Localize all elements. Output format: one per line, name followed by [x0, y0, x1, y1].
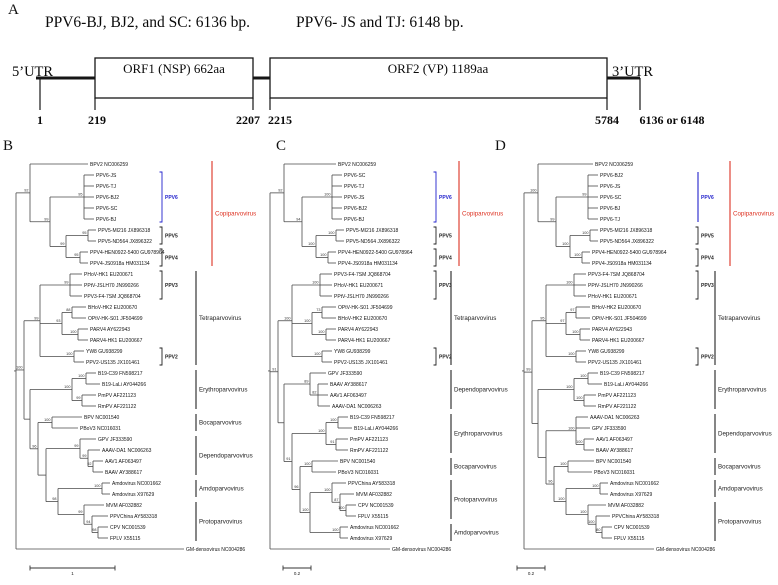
- bootstrap-value: 100: [66, 352, 73, 356]
- taxon-label: PPVChina AY583318: [348, 480, 396, 487]
- bootstrap-value: 100: [304, 462, 311, 466]
- taxon-label: PPV6-BJ: [96, 216, 117, 223]
- bootstrap-value: 99: [526, 367, 531, 372]
- taxon-label: YW8 GU938299: [588, 348, 625, 355]
- taxon-label: Amdovirus NC001662: [112, 480, 161, 487]
- bootstrap-value: 95: [82, 231, 87, 235]
- taxon-label: GPV JF333590: [98, 436, 133, 443]
- clade-bracket: [160, 271, 163, 299]
- taxon-label: FPLV X55115: [358, 513, 389, 520]
- taxon-label: PARV4 AY622943: [90, 326, 131, 333]
- bootstrap-value: 91: [330, 440, 335, 444]
- bootstrap-value: 100: [318, 330, 325, 334]
- taxon-label: PPV4-HEN0922-5400 GU978964: [90, 249, 165, 256]
- bootstrap-value: 100: [568, 352, 575, 356]
- bootstrap-value: 100: [284, 316, 291, 321]
- taxon-label: RmPV AF221122: [598, 403, 637, 410]
- taxon-label: Amdovirus X97629: [112, 491, 155, 498]
- taxon-label: B19-C39 FN598217: [600, 370, 645, 377]
- taxon-label: PPV5-MI216 JX896318: [346, 227, 399, 234]
- bootstrap-value: 100: [64, 385, 71, 389]
- clade-label: Bocaparvovirus: [199, 419, 242, 427]
- bootstrap-value: 100: [582, 231, 589, 235]
- bootstrap-value: 97: [570, 308, 575, 312]
- clade-label: Bocaparvovirus: [454, 463, 497, 471]
- taxon-label: PBoV3 NC016031: [594, 469, 635, 476]
- clade-label: PPV3: [701, 282, 714, 289]
- orf2-label: ORF2 (VP) 1189aa: [387, 61, 489, 76]
- taxon-label: OPtV-HK-S01 JF504699: [592, 315, 647, 322]
- taxon-label: CPV NC001539: [614, 524, 650, 531]
- taxon-label: PPV6-SC: [600, 194, 622, 201]
- clade-bracket: [696, 271, 699, 299]
- bootstrap-value: 95: [78, 192, 83, 197]
- bootstrap-value: 100: [568, 426, 575, 431]
- bootstrap-value: 91: [272, 367, 277, 372]
- taxon-label: B19-C39 FN598217: [350, 414, 395, 421]
- clade-label: PPV5: [439, 233, 452, 240]
- taxon-label: PHoV-HK1 EU200671: [334, 282, 384, 289]
- taxon-label: OPtV-HK-S01 JF504699: [88, 315, 143, 322]
- scale-bar-value: 0.2: [527, 571, 535, 576]
- taxon-label: Amdovirus X97629: [610, 491, 653, 498]
- taxon-label: PPV6-BJ2: [600, 172, 624, 179]
- bootstrap-value: 99: [64, 280, 69, 285]
- clade-label: PPV4: [439, 255, 452, 262]
- taxon-label: PPV6-BJ: [600, 205, 621, 212]
- bootstrap-value: 99: [550, 217, 555, 222]
- clade-label: PPV4: [701, 255, 714, 262]
- taxon-label: PPVChina AY583318: [110, 513, 158, 520]
- bootstrap-value: 100: [16, 365, 23, 370]
- clade-label: Erythroparvovirus: [199, 386, 248, 394]
- clade-label: PPV2: [165, 354, 178, 361]
- clade-label: Erythroparvovirus: [454, 430, 503, 438]
- clade-label: Protoparvovirus: [454, 496, 498, 504]
- phylogenetic-tree-svg-d: [502, 148, 778, 580]
- taxon-label: PPV4-HEN0922-5400 GU978964: [592, 249, 667, 256]
- phylogenetic-tree-svg-b: [0, 148, 260, 580]
- taxon-label: PmPV AF221123: [350, 436, 388, 443]
- taxon-label: PPV4-JS0918a HM031134: [338, 260, 398, 267]
- clade-bracket: [160, 348, 163, 365]
- clade-bracket: [696, 227, 699, 244]
- taxon-label: PPV6-SC: [96, 205, 118, 212]
- bootstrap-value: 100: [332, 528, 339, 532]
- pos-219: 219: [88, 113, 106, 127]
- taxon-label: AAV1 AF063497: [105, 458, 142, 465]
- taxon-label: PPV4-JS0918a HM031134: [592, 260, 652, 267]
- bootstrap-value: 98: [92, 528, 97, 532]
- taxon-label: RmPV AF221122: [350, 447, 389, 454]
- clade-label: PPV5: [701, 233, 714, 240]
- taxon-label: PBoV3 NC016031: [80, 425, 121, 432]
- bootstrap-value: 89: [304, 379, 309, 384]
- bootstrap-value: 99: [582, 192, 587, 197]
- clade-label: PPV4: [165, 255, 178, 262]
- orf1-label: ORF1 (NSP) 662aa: [123, 61, 225, 76]
- bootstrap-value: 88: [66, 308, 71, 312]
- taxon-label: B19-LaLi AY044266: [102, 381, 147, 388]
- taxon-label: B19-LaLi AY044266: [354, 425, 399, 432]
- taxon-label: PPtV-JSLH70 JN990266: [84, 282, 139, 289]
- taxon-label: AAAV-DA1 NC006263: [590, 414, 640, 421]
- clade-label: PPV6: [439, 194, 452, 201]
- clade-label: PPV3: [439, 282, 452, 289]
- taxon-label: PPV2-US135 JX101461: [588, 359, 642, 366]
- bootstrap-value: 100: [530, 188, 537, 193]
- taxon-label: BPV2 NC006259: [90, 161, 129, 168]
- bootstrap-value: 100: [592, 484, 599, 488]
- utr5-label: 5’UTR: [12, 64, 54, 80]
- bootstrap-value: 98: [52, 497, 57, 502]
- panel-a: [0, 0, 778, 148]
- bootstrap-value: 92: [87, 462, 92, 466]
- taxon-label: MVM AF032882: [356, 491, 392, 498]
- taxon-label: CPV NC001539: [110, 524, 146, 531]
- bootstrap-value: 97: [560, 319, 565, 323]
- bootstrap-value: 100: [70, 330, 77, 334]
- bootstrap-value: 99: [74, 444, 79, 449]
- taxon-label: PPV5-ND564 JX896322: [346, 238, 400, 245]
- taxon-label: BHoV-HK2 EU200670: [592, 304, 642, 311]
- taxon-label: PHoV-HK1 EU200671: [588, 293, 638, 300]
- bootstrap-value: 100: [304, 319, 311, 323]
- bootstrap-value: 96: [548, 479, 553, 484]
- taxon-label: PmPV AF221123: [598, 392, 636, 399]
- clade-label: Dependoparvovirus: [199, 452, 253, 460]
- panel-b-tree: [0, 148, 260, 580]
- taxon-label: RmPV AF221122: [98, 403, 137, 410]
- pos-1: 1: [37, 113, 43, 127]
- clade-label: PPV5: [165, 233, 178, 240]
- pos-2207: 2207: [236, 113, 260, 127]
- taxon-label: GM-densovirus NC004286: [392, 546, 452, 553]
- taxon-label: PmPV AF221123: [98, 392, 136, 399]
- taxon-label: PARV4 AY622943: [338, 326, 379, 333]
- bootstrap-value: 92: [24, 188, 29, 193]
- taxon-label: B19-LaLi AY044266: [604, 381, 649, 388]
- bootstrap-value: 100: [574, 253, 581, 257]
- taxon-label: BPV NC001540: [596, 458, 632, 465]
- bootstrap-value: 100: [330, 418, 337, 422]
- bootstrap-value: 95: [74, 253, 79, 257]
- panel-a-label: A: [8, 2, 19, 18]
- taxon-label: MVM AF032882: [608, 502, 644, 509]
- scale-bar-value: 1: [71, 571, 74, 576]
- taxon-label: PPV4-HEN0922-5400 GU978964: [338, 249, 413, 256]
- taxon-label: AAV1 AF063497: [330, 392, 367, 399]
- taxon-label: GM-densovirus NC004286: [186, 546, 246, 553]
- taxon-label: PPV5-ND564 JX896322: [600, 238, 654, 245]
- bootstrap-value: 100: [560, 462, 567, 466]
- scale-bar-value: 0.2: [293, 571, 301, 576]
- taxon-label: Amdovirus X97629: [350, 535, 393, 542]
- bootstrap-value: 100: [314, 352, 321, 356]
- bootstrap-value: 100: [562, 242, 569, 246]
- bootstrap-value: 94: [296, 217, 301, 222]
- bootstrap-value: 100: [94, 484, 101, 488]
- clade-label: Tetraparvovirus: [718, 315, 761, 323]
- clade-label: Erythroparvovirus: [718, 386, 767, 394]
- clade-label: PPV6: [165, 194, 178, 201]
- taxon-label: PARV4 AY622943: [592, 326, 633, 333]
- phylogenetic-tree-svg-c: [258, 148, 508, 580]
- bootstrap-value: 93: [56, 319, 61, 323]
- bootstrap-value: 100: [566, 385, 573, 389]
- bootstrap-value: 91: [286, 457, 291, 462]
- panel-c-label: C: [276, 138, 287, 154]
- clade-label: Bocaparvovirus: [718, 463, 761, 471]
- bootstrap-value: 100: [576, 396, 583, 400]
- taxon-label: PPV5-ND564 JX896322: [98, 238, 152, 245]
- panel-d-tree: [502, 148, 778, 580]
- clade-bracket: [434, 249, 437, 266]
- bootstrap-value: 87: [334, 497, 339, 502]
- taxon-label: B19-C39 FN598217: [98, 370, 143, 377]
- pos-end: 6136 or 6148: [639, 113, 705, 127]
- taxon-label: CPV NC001539: [358, 502, 394, 509]
- clade-label: Tetraparvovirus: [199, 315, 242, 323]
- taxon-label: BHoV-HK2 EU200670: [338, 315, 388, 322]
- clade-label: Copiparvovirus: [733, 210, 775, 218]
- taxon-label: PPVChina AY583318: [612, 513, 660, 520]
- bootstrap-value: 94: [86, 519, 91, 524]
- taxon-label: PPV3-F4-7SM JQ868704: [84, 293, 141, 300]
- bootstrap-value: 100: [576, 440, 583, 444]
- taxon-label: Amdovirus NC001662: [350, 524, 399, 531]
- clade-bracket: [696, 249, 699, 266]
- bootstrap-value: 100: [324, 192, 331, 197]
- taxon-label: PPV6-JS: [600, 183, 621, 190]
- taxon-label: PARV4-HK1 EU200667: [592, 337, 645, 344]
- bootstrap-value: 99: [60, 242, 65, 246]
- taxon-label: PPV6-TJ: [600, 216, 621, 223]
- clade-bracket: [160, 172, 163, 222]
- taxon-label: MVM AF032882: [106, 502, 142, 509]
- taxon-label: PPV6-BJ2: [96, 194, 120, 201]
- panel-b-label: B: [3, 138, 14, 154]
- clade-bracket: [434, 227, 437, 244]
- taxon-label: AAAV-DA1 NC006263: [332, 403, 382, 410]
- bootstrap-value: 96: [32, 444, 37, 449]
- clade-label: Dependoparvovirus: [718, 430, 772, 438]
- bootstrap-value: 100: [572, 330, 579, 334]
- taxon-label: FPLV X55115: [614, 535, 645, 542]
- taxon-label: PPV6-JS: [96, 172, 117, 179]
- pos-2215: 2215: [268, 113, 292, 127]
- clade-bracket: [434, 348, 437, 365]
- bootstrap-value: 80: [596, 528, 601, 532]
- taxon-label: BHoV-HK2 EU200670: [88, 304, 138, 311]
- pos-5784: 5784: [595, 113, 619, 127]
- bootstrap-value: 100: [580, 510, 587, 515]
- bootstrap-value: 100: [580, 374, 587, 378]
- genome-length-note-right: PPV6- JS and TJ: 6148 bp.: [296, 14, 464, 31]
- clade-label: PPV6: [701, 194, 714, 201]
- bootstrap-value: 73: [316, 308, 321, 312]
- panel-c-tree: [258, 148, 508, 580]
- clade-bracket: [696, 348, 699, 365]
- bootstrap-value: 100: [338, 506, 345, 510]
- taxon-label: PARV4-HK1 EU200667: [338, 337, 391, 344]
- taxon-label: YW8 GU938299: [86, 348, 123, 355]
- bootstrap-value: 82: [312, 390, 317, 395]
- taxon-label: BPV NC001540: [340, 458, 376, 465]
- taxon-label: PARV4-HK1 EU200667: [90, 337, 143, 344]
- bootstrap-value: 100: [302, 508, 309, 513]
- bootstrap-value: 100: [324, 488, 331, 493]
- bootstrap-value: 99: [76, 396, 81, 400]
- taxon-label: PPV6-TJ: [96, 183, 117, 190]
- clade-label: PPV2: [701, 354, 714, 361]
- taxon-label: GPV JF333590: [328, 370, 363, 377]
- taxon-label: PPV5-MI216 JX896318: [600, 227, 653, 234]
- taxon-label: PPV6-BJ: [344, 216, 365, 223]
- bootstrap-value: 100: [558, 497, 565, 502]
- clade-bracket: [434, 172, 437, 222]
- taxon-label: BAAV AY388617: [105, 469, 143, 476]
- panel-d-label: D: [495, 138, 506, 154]
- taxon-label: GPV JF333590: [592, 425, 627, 432]
- taxon-label: AAV1 AF063497: [596, 436, 633, 443]
- bootstrap-value: 100: [328, 231, 335, 235]
- taxon-label: PPV6-BJ2: [344, 205, 368, 212]
- taxon-label: PPV6-SC: [344, 172, 366, 179]
- taxon-label: PPV5-MI216 JX896318: [98, 227, 151, 234]
- bootstrap-value: 100: [318, 429, 325, 433]
- bootstrap-value: 95: [540, 316, 545, 321]
- taxon-label: PBoV3 NC016031: [338, 469, 379, 476]
- clade-label: Protoparvovirus: [718, 518, 762, 526]
- taxon-label: PPtV-JSLH70 JN990266: [588, 282, 643, 289]
- bootstrap-value: 100: [588, 519, 595, 524]
- taxon-label: PPV6-JS: [344, 194, 365, 201]
- taxon-label: PPV6-TJ: [344, 183, 365, 190]
- taxon-label: PPtV-JSLH70 JN990266: [334, 293, 389, 300]
- bootstrap-value: 100: [308, 242, 315, 246]
- taxon-label: PPV2-US135 JX101461: [86, 359, 140, 366]
- bootstrap-value: 100: [312, 280, 319, 285]
- taxon-label: BPV2 NC006259: [595, 161, 634, 168]
- taxon-label: PHoV-HK1 EU200671: [84, 271, 134, 278]
- taxon-label: YW8 GU938299: [334, 348, 371, 355]
- clade-label: Copiparvovirus: [462, 210, 504, 218]
- bootstrap-value: 99: [78, 510, 83, 515]
- clade-label: Tetraparvovirus: [454, 315, 497, 323]
- taxon-label: PPV4-JS0918a HM031134: [90, 260, 150, 267]
- bootstrap-value: 100: [320, 253, 327, 257]
- bootstrap-value: 92: [278, 188, 283, 193]
- taxon-label: Amdovirus NC001662: [610, 480, 659, 487]
- utr3-label: 3’UTR: [612, 64, 654, 80]
- clade-bracket: [434, 271, 437, 299]
- taxon-label: BPV NC001540: [84, 414, 120, 421]
- clade-label: PPV2: [439, 354, 452, 361]
- taxon-label: PPV3-F4-7SM JQ868704: [334, 271, 391, 278]
- bootstrap-value: 96: [294, 485, 299, 490]
- bootstrap-value: 100: [566, 280, 573, 285]
- genome-length-note-left: PPV6-BJ, BJ2, and SC: 6136 bp.: [45, 14, 250, 31]
- taxon-label: AAAV-DA1 NC006263: [102, 447, 152, 454]
- genome-diagram: [0, 40, 778, 140]
- taxon-label: BPV2 NC006259: [338, 161, 377, 168]
- bootstrap-value: 99: [44, 217, 49, 222]
- taxon-label: PPV2-US135 JX101461: [334, 359, 388, 366]
- clade-bracket: [160, 227, 163, 244]
- bootstrap-value: 100: [44, 418, 51, 422]
- bootstrap-value: 99: [34, 316, 39, 321]
- taxon-label: BAAV AY388617: [596, 447, 634, 454]
- bootstrap-value: 100: [78, 374, 85, 378]
- clade-label: Dependoparvovirus: [454, 386, 508, 394]
- clade-label: Amdoparvovirus: [718, 485, 763, 493]
- clade-label: PPV3: [165, 282, 178, 289]
- clade-label: Protoparvovirus: [199, 518, 243, 526]
- taxon-label: FPLV X55115: [110, 535, 141, 542]
- clade-label: Amdoparvovirus: [454, 529, 499, 537]
- taxon-label: GM-densovirus NC004286: [656, 546, 716, 553]
- taxon-label: BAAV AY388617: [330, 381, 368, 388]
- taxon-label: OPtV-HK-S01 JF504699: [338, 304, 393, 311]
- taxon-label: PPV3-F4-7SM JQ868704: [588, 271, 645, 278]
- clade-label: Amdoparvovirus: [199, 485, 244, 493]
- clade-label: Copiparvovirus: [215, 210, 257, 218]
- bootstrap-value: 99: [82, 453, 87, 458]
